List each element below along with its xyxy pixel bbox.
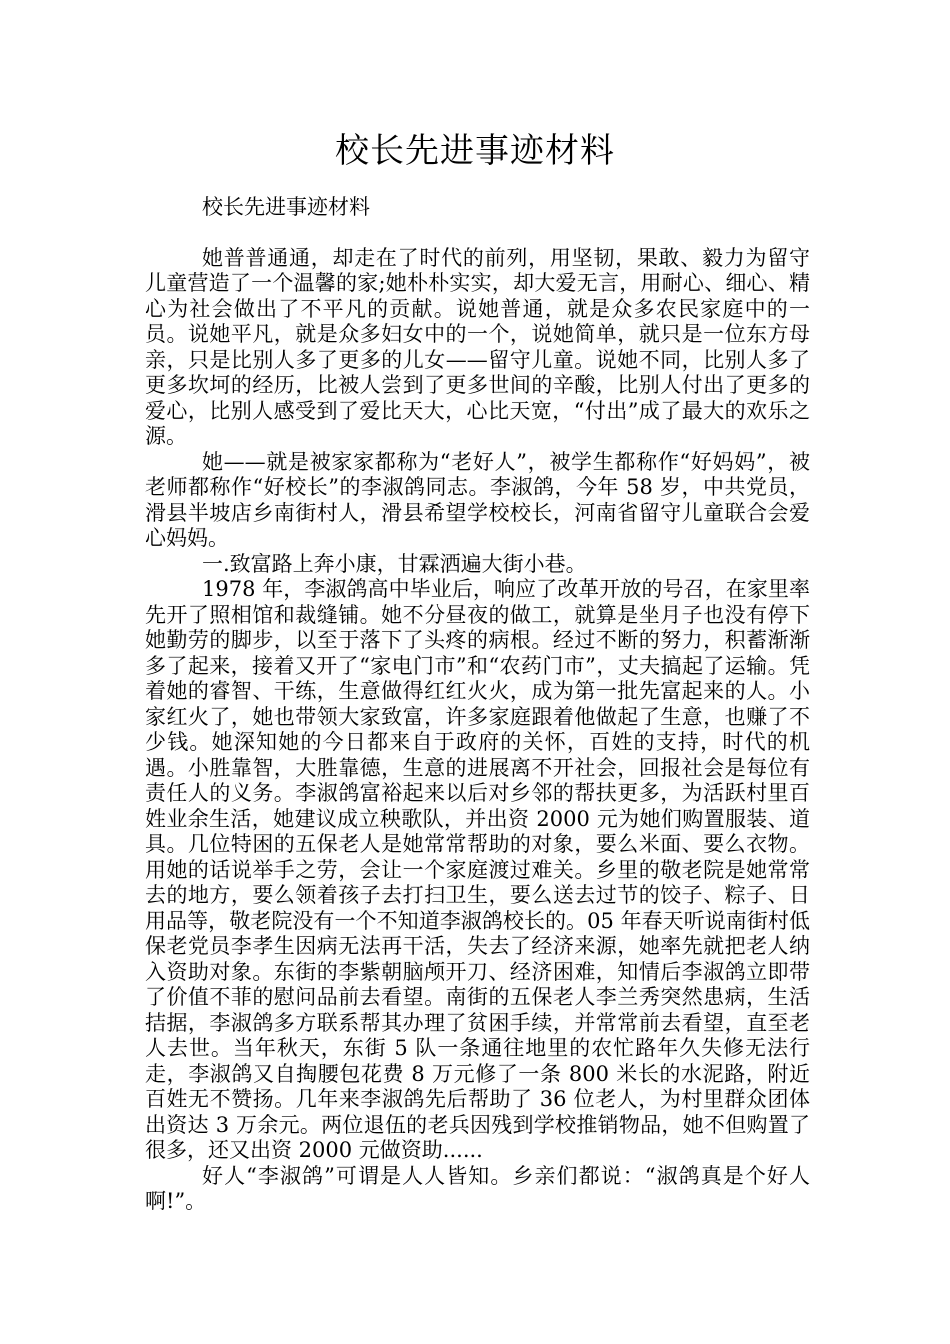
- document-title: 校长先进事迹材料: [335, 131, 615, 171]
- section-heading: 一.致富路上奔小康，甘霖洒遍大街小巷。: [202, 551, 587, 576]
- blank-line: [145, 221, 810, 246]
- paragraph-story: 1978 年，李淑鸽高中毕业后，响应了改革开放的号召，在家里率先开了照相馆和裁缝铺。她不分昼夜的做工，就算是坐月子也没有停下她勤劳的脚步，以至于落下了头疼的病根。经过不断的努力，积蓄渐渐多了起来，接着又开了“家电门市”和“农药门市”，丈夫搞起了运输。凭着她的睿智、干练，生意做得红红火火，成为第一批先富起来的人。小家红火了，她也带领大家致富，许多家庭跟着他做起了生意，也赚了不少钱。她深知她的今日都来自于政府的关怀，百姓的支持，时代的机遇。小胜靠智，大胜靠德，生意的进展离不开社会，回报社会是每位有责任人的义务。李淑鸽富裕起来以后对乡邻的帮扶更多，为活跃村里百姓业余生活，她建议成立秧歌队，并出资 2000 元为她们购置服装、道具。几位特困的五保老人是她常常帮助的对象，要么米面、要么衣物。用她的话说举手之劳，会让一个家庭渡过难关。乡里的敬老院是她常常去的地方，要么领着孩子去打扫卫生，要么送去过节的饺子、粽子、日用品等，敬老院没有一个不知道李淑鸽校长的。05 年春天听说南街村低保老党员李孝生因病无法再干活，失去了经济来源，她率先就把老人纳入资助对象。东街的李紫朝脑颅开刀、经济困难，知情后李淑鸽立即带了价值不菲的慰问品前去看望。南街的五保老人李兰秀突然患病，生活拮据，李淑鸽多方联系帮其办理了贫困手续，并常常前去看望，直至老人去世。当年秋天，东街 5 队一条通往地里的农忙路年久失修无法行走，李淑鸽又自掏腰包花费 8 万元修了一条 800 米长的水泥路，附近百姓无不赞扬。几年来李淑鸽先后帮助了 36 位老人，为村里群众团体出资达 3 万余元。两位退伍的老兵因残到学校推销物品，她不但购置了很多，还又出资 2000 元做资助......: [145, 577, 810, 1162]
- paragraph-intro: 她普普通通，却走在了时代的前列，用坚韧，果敢、毅力为留守儿童营造了一个温馨的家;她朴朴实实，却大爱无言，用耐心、细心、精心为社会做出了不平凡的贡献。说她普通，就是众多农民家庭中的一员。说她平凡，就是众多妇女中的一个，说她简单，就只是一位东方母亲，只是比别人多了更多的儿女——留守儿童。说她不同，比别人多了更多坎坷的经历，比被人尝到了更多世间的辛酸，比别人付出了更多的爱心，比别人感受到了爱比天大，心比天宽，“付出”成了最大的欢乐之源。: [145, 245, 810, 448]
- paragraph-closing: 好人“李淑鸽”可谓是人人皆知。乡亲们都说：“淑鸽真是个好人啊!”。: [145, 1163, 810, 1213]
- document-subtitle: 校长先进事迹材料: [202, 195, 370, 219]
- document-body: [145, 195, 810, 1215]
- paragraph-identity: 她——就是被家家都称为“老好人”，被学生都称作“好妈妈”，被老师都称作“好校长”的李淑鸽同志。李淑鸽，今年 58 岁，中共党员，滑县半坡店乡南街村人，滑县希望学校校长，河南省留守儿童联合会爱心妈妈。: [145, 449, 810, 550]
